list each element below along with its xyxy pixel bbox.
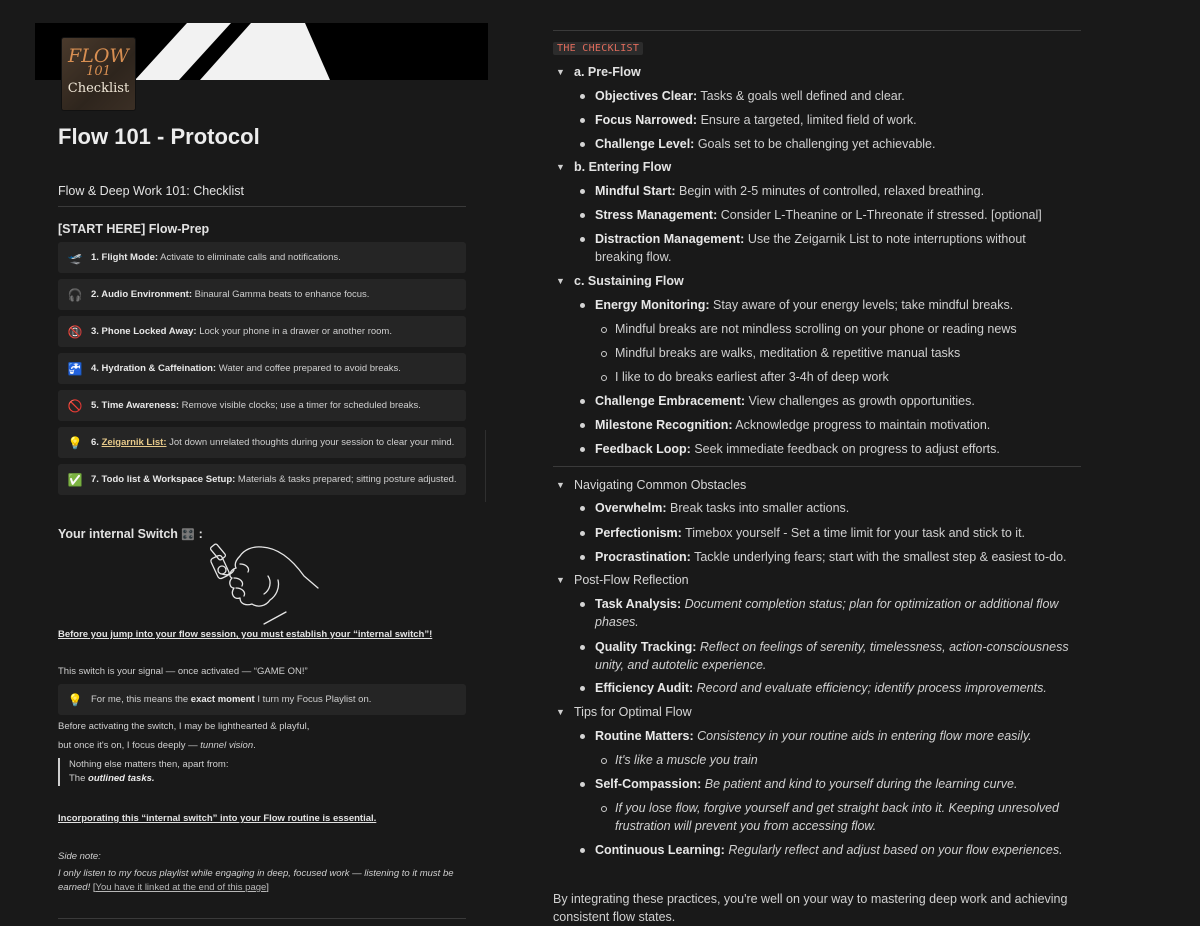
- airplane-icon: 🛫: [67, 250, 83, 265]
- item-text: Begin with 2-5 minutes of controlled, relaxed breathing.: [675, 184, 985, 198]
- callout-text: Binaural Gamma beats to enhance focus.: [191, 289, 370, 300]
- toggle-tips-optimal-flow[interactable]: Tips for Optimal Flow: [574, 705, 692, 719]
- item-label: Distraction Management:: [595, 232, 745, 246]
- callout-phone-locked: [58, 316, 466, 347]
- bullet-icon: [580, 734, 585, 739]
- subtitle: Flow & Deep Work 101: Checklist: [58, 184, 244, 198]
- sub-list-item: Mindful breaks are walks, meditation & repetitive manual tasks: [615, 346, 961, 360]
- checklist-title: THE CHECKLIST: [553, 42, 643, 55]
- item-label: Focus Narrowed:: [595, 113, 698, 127]
- item-label: Routine Matters:: [595, 729, 694, 743]
- callout-label: 7. Todo list & Workspace Setup:: [91, 474, 236, 485]
- playlist-link[interactable]: You have it linked at the end of this page: [95, 882, 267, 893]
- internal-switch-heading-text: Your internal Switch: [58, 527, 178, 541]
- callout-zeigarnik-list: [58, 427, 466, 458]
- lighthearted-text: Before activating the switch, I may be lighthearted & playful,: [58, 721, 310, 732]
- side-note-label: Side note:: [58, 851, 101, 862]
- bullet-icon: [580, 602, 585, 607]
- item-label: Energy Monitoring:: [595, 298, 710, 312]
- exact-moment-bold: exact moment: [190, 694, 255, 705]
- divider: [553, 30, 1081, 31]
- bullet-icon: [580, 142, 585, 147]
- item-label: Continuous Learning:: [595, 843, 725, 857]
- callout-label: 1. Flight Mode:: [91, 252, 159, 263]
- item-text: Reflect on feelings of serenity, timelessness, action-consciousness unity, and autotelic experience.: [595, 640, 1069, 672]
- item-label: Challenge Level:: [595, 137, 695, 151]
- divider: [553, 466, 1081, 467]
- quote-pre: The: [69, 773, 89, 784]
- page-icon-text-flow: FLOW: [68, 45, 129, 67]
- flow-prep-heading: [START HERE] Flow-Prep: [58, 222, 210, 236]
- focus-deeply-pre: but once it's on, I focus deeply —: [58, 740, 201, 751]
- heading-colon: :: [198, 527, 203, 541]
- bracket-close: ]: [266, 882, 269, 893]
- callout-prefix: 6.: [91, 437, 102, 448]
- no-phones-icon: 📵: [67, 324, 83, 339]
- bracket-open: [: [90, 882, 96, 893]
- bullet-icon: [580, 506, 585, 511]
- bullet-icon: [580, 94, 585, 99]
- bullet-icon: [580, 645, 585, 650]
- bullet-icon: [580, 189, 585, 194]
- list-item: [595, 595, 1075, 631]
- toggle-arrow-icon[interactable]: ▼: [556, 575, 565, 585]
- item-text: Be patient and kind to yourself during the learning curve.: [701, 777, 1018, 791]
- sub-list-item: [615, 799, 1075, 835]
- item-label: Procrastination:: [595, 550, 691, 564]
- list-item: [595, 638, 1075, 674]
- quote-line-1: Nothing else matters then, apart from:: [69, 759, 229, 770]
- callout-text: Lock your phone in a drawer or another room.: [196, 326, 392, 337]
- check-box-icon: ✅: [67, 472, 83, 487]
- list-item: [595, 841, 1063, 859]
- list-item: [595, 230, 1075, 266]
- bullet-icon: [580, 848, 585, 853]
- sub-bullet-icon: [601, 351, 607, 357]
- sub-list-item: Mindful breaks are not mindless scrolling on your phone or reading news: [615, 322, 1017, 336]
- sub-list-item: I like to do breaks earliest after 3-4h of deep work: [615, 370, 889, 384]
- toggle-post-flow-reflection[interactable]: Post-Flow Reflection: [574, 573, 689, 587]
- bullet-icon: [580, 555, 585, 560]
- divider: [58, 918, 466, 919]
- item-text: Goals set to be challenging yet achievable.: [694, 137, 936, 151]
- toggle-arrow-icon[interactable]: ▼: [556, 162, 565, 172]
- tunnel-vision-italic: tunnel vision: [200, 740, 254, 751]
- sub-item-text: If you lose flow, forgive yourself and get straight back into it. Keeping unresolved frustration will prevent you from accessing flow.: [615, 801, 1060, 833]
- prohibited-icon: 🚫: [67, 398, 83, 413]
- item-label: Overwhelm:: [595, 501, 667, 515]
- list-item: [595, 111, 917, 129]
- control-knobs-icon: 🎛️: [181, 529, 196, 541]
- callout-label: 3. Phone Locked Away:: [91, 326, 197, 337]
- list-item: [595, 440, 1000, 458]
- page-title: Flow 101 - Protocol: [58, 124, 260, 149]
- callout-text: Water and coffee prepared to avoid breaks.: [216, 363, 401, 374]
- quote-line-2: [69, 772, 228, 786]
- item-text: Break tasks into smaller actions.: [666, 501, 850, 515]
- bullet-icon: [580, 447, 585, 452]
- sub-list-item: [615, 751, 758, 769]
- bullet-icon: [580, 782, 585, 787]
- item-text: Timebox yourself - Set a time limit for your task and stick to it.: [681, 526, 1026, 540]
- toggle-arrow-icon[interactable]: ▼: [556, 480, 565, 490]
- item-label: Challenge Embracement:: [595, 394, 746, 408]
- toggle-arrow-icon[interactable]: ▼: [556, 67, 565, 77]
- lightbulb-icon: 💡: [67, 692, 83, 707]
- quote-block: [58, 758, 228, 786]
- item-label: Task Analysis:: [595, 597, 682, 611]
- list-item: [595, 87, 905, 105]
- callout-label: 2. Audio Environment:: [91, 289, 192, 300]
- item-text: Consider L-Theanine or L-Threonate if stressed. [optional]: [717, 208, 1042, 222]
- incorporating-switch-text: [58, 813, 376, 824]
- item-text: Use the Zeigarnik List to note interruptions without breaking flow.: [595, 232, 1026, 264]
- item-text: Acknowledge progress to maintain motivation.: [732, 418, 991, 432]
- list-item: [595, 524, 1025, 542]
- focus-deeply-post: .: [253, 740, 256, 751]
- page-icon-text-checklist: Checklist: [67, 81, 130, 96]
- list-item: [595, 416, 990, 434]
- water-tap-icon: 🚰: [67, 361, 83, 376]
- item-label: Objectives Clear:: [595, 89, 698, 103]
- bullet-icon: [580, 303, 585, 308]
- bullet-icon: [580, 213, 585, 218]
- callout-audio-environment: [58, 279, 466, 310]
- item-text: Record and evaluate efficiency; identify process improvements.: [693, 681, 1047, 695]
- internal-switch-heading: [58, 527, 203, 541]
- callout-label: 4. Hydration & Caffeination:: [91, 363, 217, 374]
- toggle-arrow-icon[interactable]: ▼: [556, 707, 565, 717]
- column-divider: [485, 430, 486, 502]
- toggle-sustaining-flow[interactable]: c. Sustaining Flow: [574, 274, 684, 288]
- lightbulb-icon: 💡: [67, 435, 83, 450]
- item-label: Perfectionism:: [595, 526, 682, 540]
- divider: [58, 206, 466, 207]
- toggle-navigating-obstacles[interactable]: Navigating Common Obstacles: [574, 478, 747, 492]
- callout-text: Activate to eliminate calls and notifications.: [158, 252, 341, 263]
- list-item: [595, 548, 1067, 566]
- item-label: Milestone Recognition:: [595, 418, 733, 432]
- focus-deeply-text: [58, 740, 256, 751]
- toggle-entering-flow[interactable]: b. Entering Flow: [574, 160, 672, 174]
- establish-switch-text: [58, 629, 432, 640]
- callout-label: 5. Time Awareness:: [91, 400, 180, 411]
- sub-bullet-icon: [601, 806, 607, 812]
- list-item: [595, 296, 1013, 314]
- callout-flight-mode: [58, 242, 466, 273]
- list-item: [595, 206, 1042, 224]
- establish-switch-underlined: Before you jump into your flow session, you must establish your “internal switch”!: [58, 629, 433, 640]
- item-text: Ensure a targeted, limited field of work.: [697, 113, 917, 127]
- signal-text: This switch is your signal — once activated — “GAME ON!”: [58, 666, 308, 677]
- bullet-icon: [580, 531, 585, 536]
- list-item: [595, 775, 1017, 793]
- callout-text: Remove visible clocks; use a timer for scheduled breaks.: [179, 400, 421, 411]
- item-text: View challenges as growth opportunities.: [745, 394, 975, 408]
- zeigarnik-list-link[interactable]: Zeigarnik List:: [101, 437, 167, 448]
- bullet-icon: [580, 686, 585, 691]
- side-note-line-2: [58, 882, 269, 893]
- earned-italic: earned!: [58, 882, 91, 893]
- item-label: Mindful Start:: [595, 184, 676, 198]
- item-text: Tasks & goals well defined and clear.: [697, 89, 905, 103]
- outlined-tasks-emphasis: outlined tasks.: [88, 773, 155, 784]
- item-text: Seek immediate feedback on progress to adjust efforts.: [690, 442, 1000, 456]
- side-note-line-1: I only listen to my focus playlist while engaging in deep, focused work — listening to it must be: [58, 868, 454, 879]
- item-text: Stay aware of your energy levels; take mindful breaks.: [709, 298, 1014, 312]
- item-text: Regularly reflect and adjust based on your flow experiences.: [724, 843, 1063, 857]
- item-text: Tackle underlying fears; start with the smallest step & easiest to-do.: [690, 550, 1067, 564]
- sub-bullet-icon: [601, 375, 607, 381]
- sub-bullet-icon: [601, 758, 607, 764]
- sub-item-text: It's like a muscle you train: [615, 753, 758, 767]
- item-label: Efficiency Audit:: [595, 681, 694, 695]
- page-icon-text-101: 101: [86, 64, 111, 79]
- bullet-icon: [580, 118, 585, 123]
- callout-hydration: [58, 353, 466, 384]
- item-label: Self-Compassion:: [595, 777, 702, 791]
- incorporating-switch-underlined: Incorporating this “internal switch” into your Flow routine is essential.: [58, 813, 377, 824]
- list-item: [595, 135, 935, 153]
- item-label: Feedback Loop:: [595, 442, 691, 456]
- callout-text: For me, this means the: [91, 694, 191, 705]
- conclusion-paragraph: By integrating these practices, you're well on your way to mastering deep work and achieving consistent flow states.: [553, 892, 1068, 924]
- item-text: Document completion status; plan for optimization or additional flow phases.: [595, 597, 1059, 629]
- toggle-pre-flow[interactable]: a. Pre-Flow: [574, 65, 641, 79]
- callout-text: Jot down unrelated thoughts during your session to clear your mind.: [166, 437, 455, 448]
- callout-todo-workspace: [58, 464, 466, 495]
- toggle-arrow-icon[interactable]: ▼: [556, 276, 565, 286]
- callout-time-awareness: [58, 390, 466, 421]
- callout-text: Materials & tasks prepared; sitting posture adjusted.: [235, 474, 457, 485]
- bullet-icon: [580, 237, 585, 242]
- list-item: [595, 727, 1032, 745]
- item-label: Stress Management:: [595, 208, 718, 222]
- item-text: Consistency in your routine aids in entering flow more easily.: [693, 729, 1032, 743]
- hand-switch-illustration: [200, 542, 322, 626]
- list-item: [595, 679, 1047, 697]
- list-item: [595, 392, 975, 410]
- item-label: Quality Tracking:: [595, 640, 697, 654]
- page-icon[interactable]: [62, 38, 135, 110]
- sub-bullet-icon: [601, 327, 607, 333]
- headphones-icon: 🎧: [67, 287, 83, 302]
- callout-text: I turn my Focus Playlist on.: [254, 694, 372, 705]
- bullet-icon: [580, 399, 585, 404]
- list-item: [595, 499, 849, 517]
- callout-exact-moment: [58, 684, 466, 715]
- list-item: [595, 182, 984, 200]
- bullet-icon: [580, 423, 585, 428]
